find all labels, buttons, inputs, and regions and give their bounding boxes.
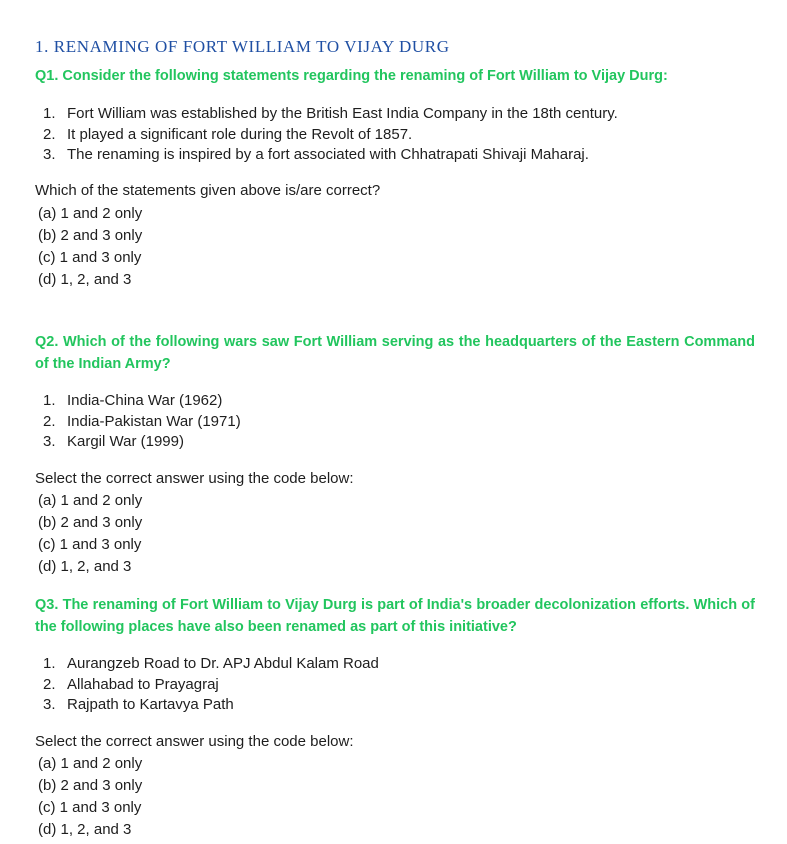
option-item: (d) 1, 2, and 3	[38, 821, 132, 838]
option-item: (b) 2 and 3 only	[38, 227, 143, 244]
option-item: (a) 1 and 2 only	[38, 755, 143, 772]
question-1-statements	[43, 104, 618, 166]
question-1-prompt: Which of the statements given above is/are correct?	[35, 182, 381, 199]
statement-item: 3. Rajpath to Kartavya Path	[43, 696, 234, 713]
option-item: (a) 1 and 2 only	[38, 492, 143, 509]
option-item: (d) 1, 2, and 3	[38, 558, 132, 575]
statement-item: 1. India-China War (1962)	[43, 392, 223, 409]
question-1-text: Q1. Consider the following statements regarding the renaming of Fort William to Vijay Durg:	[35, 68, 668, 84]
statement-item: 3. Kargil War (1999)	[43, 433, 184, 450]
option-item: (c) 1 and 3 only	[38, 536, 142, 553]
question-2-statements	[43, 391, 241, 453]
option-item: (a) 1 and 2 only	[38, 205, 143, 222]
statement-item: 1. Aurangzeb Road to Dr. APJ Abdul Kalam Road	[43, 655, 379, 672]
statement-item: 2. India-Pakistan War (1971)	[43, 412, 241, 430]
option-item: (c) 1 and 3 only	[38, 249, 142, 266]
statement-item: 1. Fort William was established by the British East India Company in the 18th century.	[43, 105, 618, 122]
question-3-text: Q3. The renaming of Fort William to Vijay Durg is part of India's broader decolonization efforts. Which of the following places have also been renamed as part of this initiative?	[35, 597, 755, 635]
question-3-options	[38, 753, 142, 841]
question-1-options	[38, 203, 142, 291]
option-item: (c) 1 and 3 only	[38, 799, 142, 816]
question-2-text: Q2. Which of the following wars saw Fort William serving as the headquarters of the Eastern Command of the Indian Army?	[35, 334, 755, 372]
question-2-prompt: Select the correct answer using the code below:	[35, 470, 354, 487]
question-3-statements	[43, 654, 379, 716]
option-item: (b) 2 and 3 only	[38, 514, 143, 531]
statement-item: 2. Allahabad to Prayagraj	[43, 675, 219, 693]
option-item: (b) 2 and 3 only	[38, 777, 143, 794]
statement-item: 2. It played a significant role during the Revolt of 1857.	[43, 125, 413, 143]
statement-item: 3. The renaming is inspired by a fort associated with Chhatrapati Shivaji Maharaj.	[43, 146, 589, 163]
question-3-prompt: Select the correct answer using the code below:	[35, 733, 354, 750]
page-title: 1. RENAMING OF FORT WILLIAM TO VIJAY DURG	[35, 37, 450, 57]
option-item: (d) 1, 2, and 3	[38, 271, 132, 288]
question-2-options	[38, 490, 142, 578]
